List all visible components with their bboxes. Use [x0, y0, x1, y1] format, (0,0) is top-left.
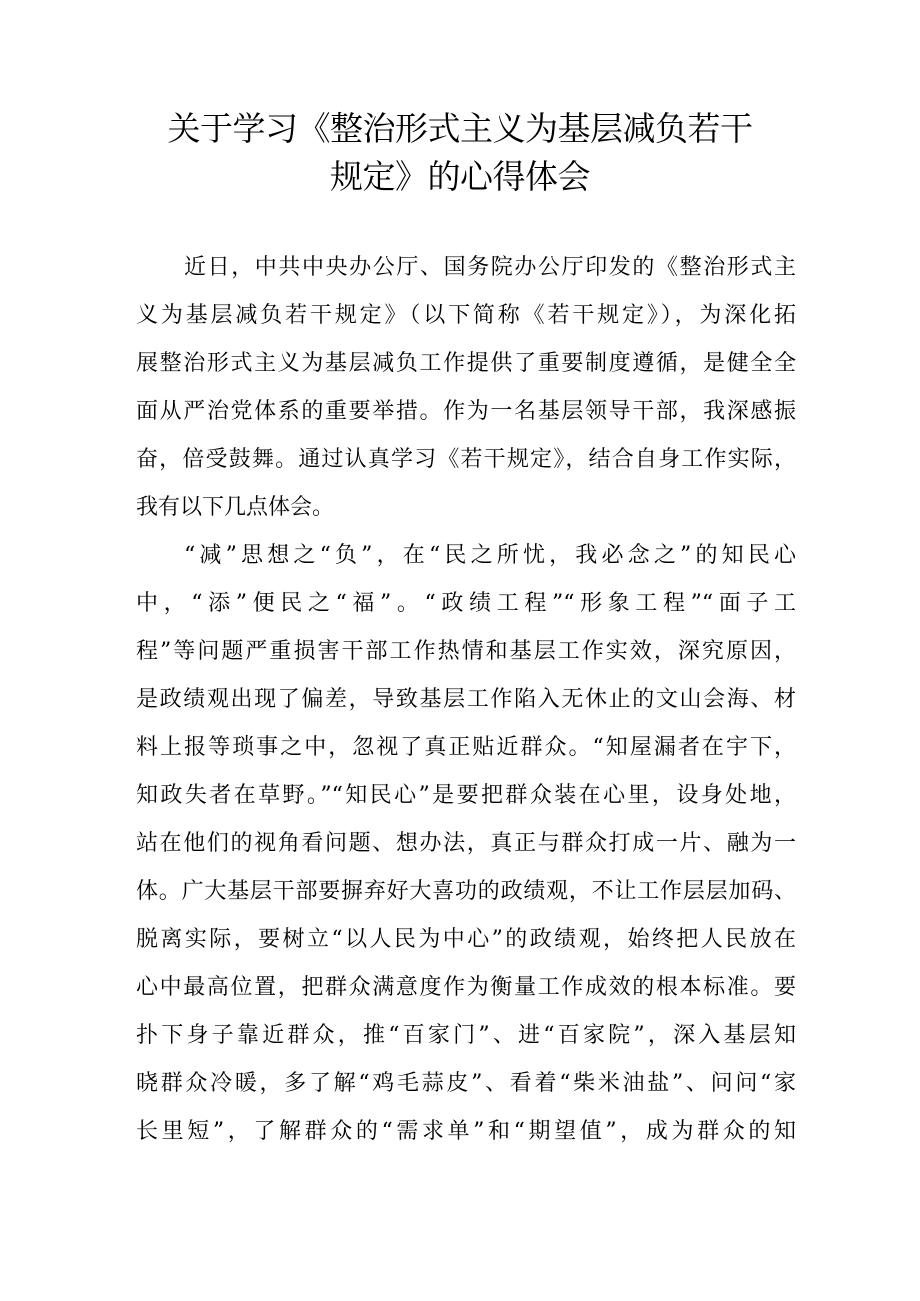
- paragraph-2-line-5: 料上报等琐事之中，忽视了真正贴近群众。“知屋漏者在宇下，: [136, 735, 796, 760]
- paragraph-2-line-9: 脱离实际，要树立“以人民为中心”的政绩观，始终把人民放在: [136, 927, 796, 952]
- paragraph-2-line-7: 站在他们的视角看问题、想办法，真正与群众打成一片、融为一: [136, 831, 796, 856]
- paragraph-1-line-2: 义为基层减负若干规定》（以下简称《若干规定》），为深化拓: [136, 303, 796, 328]
- paragraph-2-line-1: “减”思想之“负”，在“民之所忧，我必念之”的知民心: [184, 543, 796, 568]
- paragraph-1-line-1: 近日，中共中央办公厅、国务院办公厅印发的《整治形式主: [184, 255, 796, 280]
- paragraph-2-line-10: 心中最高位置，把群众满意度作为衡量工作成效的根本标准。要: [136, 975, 796, 1000]
- paragraph-2-line-12: 晓群众冷暖，多了解“鸡毛蒜皮”、看着“柴米油盐”、问问“家: [136, 1071, 796, 1096]
- document-title-line-2: 规定》的心得体会: [330, 157, 590, 196]
- paragraph-2-line-13: 长里短”，了解群众的“需求单”和“期望值”，成为群众的知: [136, 1119, 796, 1144]
- paragraph-1-line-3: 展整治形式主义为基层减负工作提供了重要制度遵循，是健全全: [136, 351, 796, 376]
- paragraph-2-line-6: 知政失者在草野。”“知民心”是要把群众装在心里，设身处地，: [136, 783, 796, 808]
- paragraph-1-line-5: 奋，倍受鼓舞。通过认真学习《若干规定》，结合自身工作实际，: [136, 447, 796, 472]
- paragraph-2-line-4: 是政绩观出现了偏差，导致基层工作陷入无休止的文山会海、材: [136, 687, 796, 712]
- paragraph-2-line-8: 体。广大基层干部要摒弃好大喜功的政绩观，不让工作层层加码、: [136, 879, 796, 904]
- paragraph-1-line-4: 面从严治党体系的重要举措。作为一名基层领导干部，我深感振: [136, 399, 796, 424]
- document-title-line-1: 关于学习《整治形式主义为基层减负若干: [167, 109, 753, 148]
- paragraph-1-line-6: 我有以下几点体会。: [136, 495, 335, 520]
- paragraph-2-line-3: 程”等问题严重损害干部工作热情和基层工作实效，深究原因，: [136, 639, 796, 664]
- paragraph-2-line-11: 扑下身子靠近群众，推“百家门”、进“百家院”，深入基层知: [136, 1023, 796, 1048]
- paragraph-2-line-2: 中，“添”便民之“福”。“政绩工程”“形象工程”“面子工: [136, 591, 796, 616]
